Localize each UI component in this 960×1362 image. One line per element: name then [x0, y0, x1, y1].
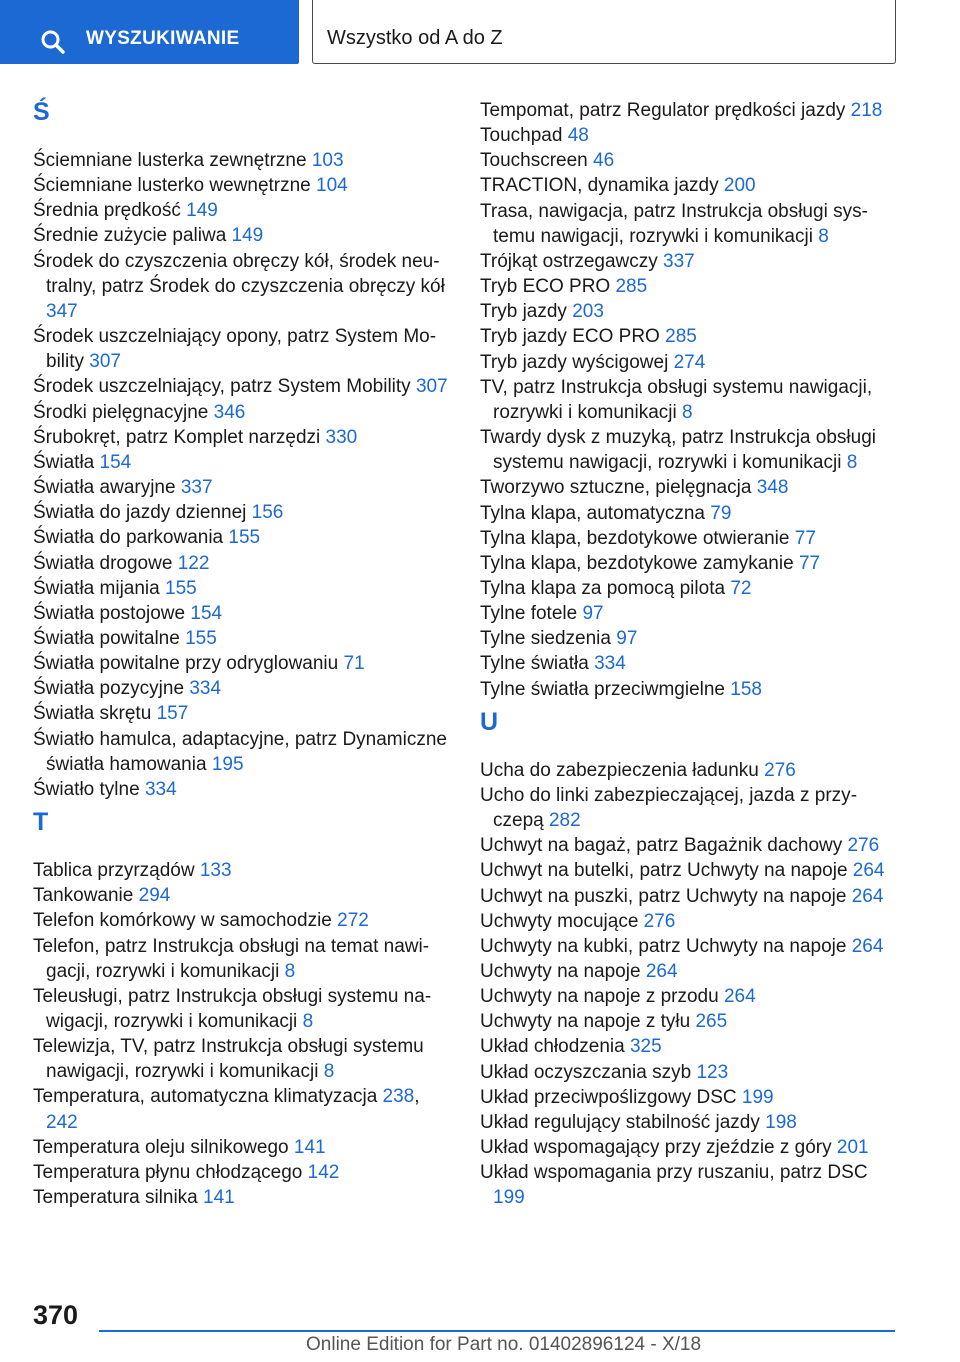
- index-entry-text: Układ oczyszczania szyb: [480, 1061, 692, 1083]
- page-reference-link[interactable]: 282: [548, 810, 581, 832]
- page-reference-link[interactable]: 8: [818, 225, 829, 247]
- page-reference-link[interactable]: 199: [741, 1086, 774, 1108]
- index-entry: [480, 1034, 900, 1059]
- page-reference-link[interactable]: 265: [695, 1011, 728, 1033]
- index-entry: [480, 475, 900, 500]
- page-reference-link[interactable]: 72: [730, 577, 752, 599]
- page-reference-link[interactable]: 154: [99, 451, 132, 473]
- index-entry: [480, 526, 900, 551]
- page-reference-link[interactable]: 77: [794, 527, 816, 549]
- index-entry-text: Światła mijania: [33, 577, 160, 599]
- index-entry-text: Tylne siedzenia: [480, 628, 611, 650]
- index-entry-text: Układ wspomagania przy ruszaniu, patrz DSC: [480, 1162, 868, 1184]
- index-column-left: [33, 98, 453, 1210]
- page-reference-link[interactable]: 198: [765, 1111, 797, 1133]
- page-reference-link[interactable]: 141: [203, 1187, 235, 1209]
- index-entry: [33, 651, 453, 676]
- page-reference-link[interactable]: 149: [231, 225, 264, 247]
- index-entry: [33, 1135, 453, 1160]
- page-reference-link[interactable]: 123: [696, 1061, 729, 1083]
- search-icon: [40, 29, 66, 55]
- index-entry: [33, 934, 453, 984]
- page-reference-link[interactable]: 285: [615, 276, 648, 298]
- index-entry: [33, 223, 453, 248]
- index-entry-text: Tryb ECO PRO: [480, 276, 611, 298]
- index-entry: [33, 777, 453, 802]
- index-entry-text: Tryb jazdy wyścigowej: [480, 351, 669, 373]
- index-entry-text: Środki pielęgnacyjne: [33, 401, 209, 423]
- page-reference-link[interactable]: 330: [325, 426, 358, 448]
- index-entry-text: Światła powitalne: [33, 627, 180, 649]
- page-reference-link[interactable]: 103: [311, 150, 344, 171]
- index-entry-text: Śrubokręt, patrz Komplet narzędzi: [33, 426, 321, 448]
- index-entry-text: Światła powitalne przy odryglowaniu: [33, 653, 339, 675]
- page-reference-link[interactable]: 285: [665, 326, 697, 348]
- page-reference-link[interactable]: 218: [850, 100, 883, 121]
- page-reference-link[interactable]: 264: [851, 885, 884, 907]
- page-reference-link[interactable]: 8: [302, 1011, 314, 1032]
- page-reference-link[interactable]: 155: [228, 527, 261, 549]
- index-entry: [33, 984, 453, 1034]
- page-reference-link[interactable]: 71: [343, 653, 365, 675]
- page-reference-link[interactable]: 200: [723, 175, 756, 197]
- index-entry: [480, 677, 900, 702]
- page-reference-link[interactable]: 97: [616, 628, 638, 650]
- index-entry-text: Temperatura oleju silnikowego: [33, 1136, 289, 1158]
- index-entry: [480, 350, 900, 375]
- index-entry-text: Tryb jazdy: [480, 301, 567, 323]
- page-reference-link[interactable]: 346: [213, 401, 246, 423]
- page-reference-link[interactable]: 276: [847, 835, 880, 857]
- index-entry-text: Środek do czyszczenia obręczy kół, środek neutralny, patrz Środek do czyszczenia obręczy kół: [33, 250, 445, 297]
- index-entry-text: Trójkąt ostrzegawczy: [480, 250, 658, 272]
- index-entry: [480, 783, 900, 833]
- index-entry-text: Temperatura płynu chłodzącego: [33, 1161, 303, 1183]
- index-entry: [480, 299, 900, 324]
- index-entry-text: Światła skrętu: [33, 703, 152, 725]
- index-entry: [33, 500, 453, 525]
- page-reference-link[interactable]: 77: [798, 552, 821, 574]
- index-entry: [480, 274, 900, 299]
- index-entry-text: Uchwyty mocujące: [480, 910, 639, 932]
- page-reference-link[interactable]: 294: [138, 885, 171, 907]
- index-entry: [33, 1034, 453, 1084]
- index-entry-text: Ucho do linki zabezpieczającej, jazda z przyczepą: [480, 784, 858, 832]
- index-entry: [480, 249, 900, 274]
- page-reference-link[interactable]: 272: [337, 910, 369, 932]
- index-entry: [480, 425, 900, 475]
- index-entry-text: Touchpad: [480, 125, 563, 147]
- index-entry: [33, 676, 453, 701]
- index-entry: [480, 1060, 900, 1085]
- index-entry-text: Uchwyty na napoje: [480, 961, 641, 982]
- index-entry: [33, 475, 453, 500]
- index-entry-text: Uchwyt na puszki, patrz Uchwyty na napoje: [480, 885, 847, 907]
- index-entry: [480, 576, 900, 601]
- index-entry-text: Średnie zużycie paliwa: [33, 225, 227, 247]
- index-entry: [480, 1009, 900, 1034]
- index-entry: [480, 626, 900, 651]
- index-entry-text: Ściemniane lusterko wewnętrzne: [33, 175, 311, 197]
- page-reference-link[interactable]: 201: [836, 1137, 869, 1159]
- index-entry-text: Tylne fotele: [480, 603, 578, 625]
- index-entry-text: Trasa, nawigacja, patrz Instrukcja obsługi systemu nawigacji, rozrywki i komunikacji: [480, 200, 868, 247]
- footer-edition-text: Online Edition for Part no. 01402896124 - X/18: [306, 1334, 702, 1355]
- page-reference-link[interactable]: 264: [645, 961, 678, 982]
- page-reference-link[interactable]: 79: [710, 502, 732, 524]
- page-reference-link[interactable]: 199: [493, 1187, 525, 1209]
- index-entry-text: Touchscreen: [480, 150, 588, 172]
- index-entry-text: Tablica przyrządów: [33, 860, 195, 882]
- index-letter-heading: U: [480, 707, 499, 736]
- index-entry-text: Tworzywo sztuczne, pielęgnacja: [480, 477, 752, 499]
- page-reference-link[interactable]: 154: [190, 602, 223, 624]
- index-entry: [33, 551, 453, 576]
- page-reference-link[interactable]: 157: [156, 703, 189, 725]
- index-entry-text: TV, patrz Instrukcja obsługi systemu nawigacji, rozrywki i komunikacji: [480, 376, 873, 423]
- page-reference-link[interactable]: 195: [211, 753, 244, 775]
- page-reference-link[interactable]: 276: [764, 759, 796, 781]
- index-entry: [480, 1160, 900, 1210]
- index-entry: [33, 626, 453, 651]
- index-entry: [33, 173, 453, 198]
- index-entry: [480, 884, 900, 909]
- page-reference-link[interactable]: 8: [681, 401, 693, 423]
- index-entry-text: Temperatura silnika: [33, 1187, 198, 1209]
- index-entry-text: Światła do jazdy dziennej: [33, 502, 247, 524]
- index-entry-text: Układ wspomagający przy zjeździe z góry: [480, 1137, 832, 1159]
- page-reference-link[interactable]: 155: [185, 627, 217, 649]
- index-entry-text: Teleusługi, patrz Instrukcja obsługi systemu nawigacji, rozrywki i komunikacji: [33, 985, 432, 1032]
- index-entry: [33, 576, 453, 601]
- index-entry: [33, 858, 453, 883]
- page-reference-link[interactable]: 156: [251, 502, 284, 524]
- index-entry: [33, 400, 453, 425]
- index-entry-text: Tylna klapa za pomocą pilota: [480, 577, 726, 599]
- index-entry-text: Środek uszczelniający, patrz System Mobility: [33, 376, 411, 398]
- index-entry: [480, 651, 900, 676]
- index-entry: [33, 324, 453, 374]
- index-entry-text: Światła drogowe: [33, 552, 173, 574]
- index-entry: [480, 959, 900, 984]
- index-column-right: [480, 98, 900, 1211]
- index-entry-text: Twardy dysk z muzyką, patrz Instrukcja obsługi systemu nawigacji, rozrywki i komunikacji: [480, 427, 876, 474]
- page-reference-link[interactable]: 8: [846, 452, 858, 474]
- page-reference-link[interactable]: 141: [293, 1136, 326, 1158]
- index-entry-text: Tryb jazdy ECO PRO: [480, 326, 660, 348]
- index-entry: [33, 525, 453, 550]
- index-entry-text: Światła postojowe: [33, 602, 186, 624]
- index-entry: [480, 199, 900, 249]
- index-entry: [480, 551, 900, 576]
- index-entry: [33, 148, 453, 173]
- index-entry-text: Uchwyt na butelki, patrz Uchwyty na napoje: [480, 860, 848, 882]
- index-entry: [480, 98, 900, 123]
- index-entry-text: Tylne światła: [480, 653, 589, 675]
- page-reference-link[interactable]: 149: [186, 200, 218, 222]
- index-letter-heading: T: [33, 808, 49, 837]
- index-entry-text: Tylna klapa, bezdotykowe zamykanie: [480, 552, 794, 574]
- page-number: 370: [33, 1300, 79, 1330]
- page-reference-link[interactable]: 46: [593, 150, 615, 172]
- index-entry: [33, 1185, 453, 1210]
- index-entry-text: Telefon, patrz Instrukcja obsługi na temat nawigacji, rozrywki i komunikacji: [33, 935, 430, 982]
- index-entry-text: Uchwyty na napoje z tyłu: [480, 1011, 691, 1033]
- page-reference-link[interactable]: 264: [723, 986, 756, 1008]
- index-entry-text: Światła pozycyjne: [33, 678, 185, 700]
- index-entry: [480, 758, 900, 783]
- page-reference-link[interactable]: 325: [629, 1036, 662, 1058]
- index-entry-text: Uchwyt na bagaż, patrz Bagażnik dachowy: [480, 835, 843, 857]
- index-entry-text: Światła awaryjne: [33, 477, 176, 499]
- index-entry: [480, 123, 900, 148]
- index-entry: Temperatura, automatyczna klimatyzacja 238, 242: [33, 1086, 420, 1133]
- page-reference-link[interactable]: 142: [307, 1161, 340, 1183]
- page-reference-link[interactable]: 347: [46, 300, 78, 322]
- index-entry: [33, 249, 453, 324]
- index-entry: [480, 1085, 900, 1110]
- page-reference-link[interactable]: 307: [415, 376, 448, 398]
- top-navigation-bar: [0, 0, 960, 66]
- page-reference-link[interactable]: 334: [144, 778, 177, 800]
- index-entry-text: Ucha do zabezpieczenia ładunku: [480, 759, 759, 781]
- page-reference-link[interactable]: 348: [756, 477, 789, 499]
- index-entry: [480, 173, 900, 198]
- index-entry: [480, 1135, 900, 1160]
- index-letter-heading: Ś: [33, 98, 50, 126]
- page-reference-link[interactable]: 334: [594, 653, 626, 675]
- page-reference-link[interactable]: 203: [572, 301, 604, 323]
- index-entry: [33, 198, 453, 223]
- page-reference-link[interactable]: 264: [852, 860, 885, 882]
- index-entry: [480, 375, 900, 425]
- index-entry-text: Tylna klapa, bezdotykowe otwieranie: [480, 527, 790, 549]
- index-entry: [33, 908, 453, 933]
- page-reference-link[interactable]: 274: [673, 351, 706, 373]
- page-reference-link[interactable]: 158: [730, 678, 762, 700]
- index-entry: [33, 883, 453, 908]
- page-reference-link[interactable]: 238: [382, 1086, 415, 1108]
- index-entry: [33, 701, 453, 726]
- page-reference-link[interactable]: 337: [663, 250, 695, 272]
- index-entry-text: Światło tylne: [33, 778, 140, 800]
- page-reference-link[interactable]: 264: [851, 935, 884, 957]
- index-entry-text: Uchwyty na napoje z przodu: [480, 986, 719, 1008]
- index-entry-text: Telefon komórkowy w samochodzie: [33, 910, 332, 932]
- page-reference-link[interactable]: 48: [567, 125, 589, 147]
- footer-divider: [99, 1330, 895, 1332]
- index-entry-text: Ściemniane lusterka zewnętrzne: [33, 150, 307, 171]
- index-entry-text: Układ regulujący stabilność jazdy: [480, 1111, 760, 1133]
- index-entry-text: Średnia prędkość: [33, 200, 181, 222]
- index-entry-text: Układ przeciwpoślizgowy DSC: [480, 1086, 737, 1108]
- index-entry-text: Tempomat, patrz Regulator prędkości jazdy: [480, 100, 846, 121]
- index-entry: [33, 727, 453, 777]
- page-reference-link[interactable]: 307: [89, 351, 121, 373]
- index-entry-text: Tylne światła przeciwmgielne: [480, 678, 725, 700]
- index-entry: [480, 501, 900, 526]
- page-reference-link[interactable]: 122: [177, 552, 210, 574]
- index-entry-text: Tylna klapa, automatyczna: [480, 502, 705, 524]
- index-entry-text: Tankowanie: [33, 885, 134, 907]
- index-entry: [480, 858, 900, 883]
- page-reference-link[interactable]: 133: [199, 860, 232, 882]
- index-entry: [480, 934, 900, 959]
- section-tab-a-to-z[interactable]: [312, 0, 896, 64]
- index-entry-text: Układ chłodzenia: [480, 1036, 625, 1058]
- index-entry-text: Środek uszczelniający opony, patrz System Mobility: [33, 326, 437, 373]
- page-reference-link[interactable]: 242: [46, 1111, 78, 1133]
- index-entry: [33, 450, 453, 475]
- page-reference-link[interactable]: 104: [316, 175, 348, 197]
- index-entry-text: Uchwyty na kubki, patrz Uchwyty na napoje: [480, 935, 847, 957]
- index-entry-text: Temperatura, automatyczna klimatyzacja: [33, 1086, 378, 1108]
- index-entry: [480, 909, 900, 934]
- index-entry-text: Światła do parkowania: [33, 527, 224, 549]
- index-entry-text: Światła: [33, 451, 95, 473]
- section-tab-label: Wszystko od A do Z: [327, 27, 503, 49]
- search-button-label: WYSZUKIWANIE: [86, 28, 240, 49]
- page-reference-link[interactable]: 337: [180, 477, 213, 499]
- index-entry: [33, 374, 453, 399]
- page-reference-link[interactable]: 155: [165, 577, 197, 599]
- page-reference-link[interactable]: 8: [284, 960, 296, 982]
- index-entry: [480, 1110, 900, 1135]
- index-entry: [33, 1160, 453, 1185]
- index-entry-text: Światło hamulca, adaptacyjne, patrz Dynamiczne światła hamowania: [33, 728, 447, 775]
- index-entry: [480, 833, 900, 858]
- page-reference-link[interactable]: 97: [582, 603, 604, 625]
- search-button[interactable]: [0, 0, 299, 64]
- index-entry-text: TRACTION, dynamika jazdy: [480, 175, 719, 197]
- index-entry: [480, 324, 900, 349]
- index-entry: [480, 148, 900, 173]
- index-entry: [480, 984, 900, 1009]
- index-entry-text: Telewizja, TV, patrz Instrukcja obsługi systemu nawigacji, rozrywki i komunikacji: [33, 1036, 424, 1083]
- index-entry: [480, 601, 900, 626]
- page-reference-link[interactable]: 276: [643, 910, 676, 932]
- index-entry: [33, 425, 453, 450]
- index-entry: [33, 601, 453, 626]
- page-reference-link[interactable]: 8: [323, 1061, 335, 1083]
- page-reference-link[interactable]: 334: [189, 678, 222, 700]
